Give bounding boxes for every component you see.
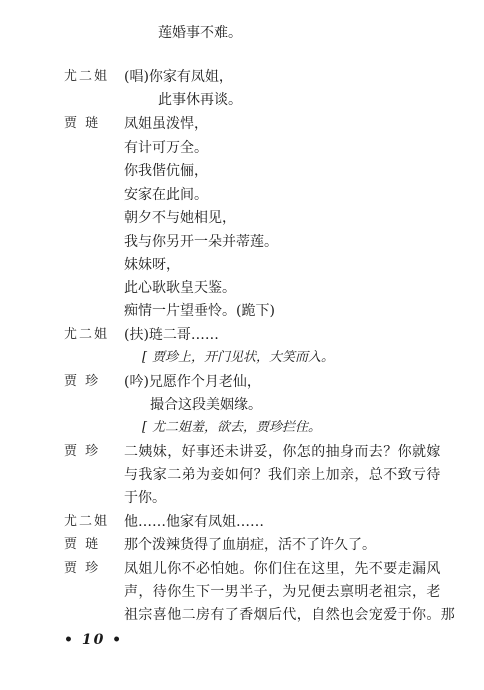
stage-direction: 贾珍上，开门见状，大笑而入。 [152,350,335,365]
script-line: 此心耿耿皇天鉴。 [124,280,236,296]
script-line: 此事休再谈。 [158,92,242,108]
script-line: 莲婚事不难。 [158,25,242,41]
script-line: 二姨妹，好事还未讲妥，你怎的抽身而去？你就嫁 [124,444,441,460]
script-line: 你我偕伉俪， [124,163,208,179]
speaker-label: 贾 珍 [64,444,101,459]
bracket-mark: [ [142,350,148,365]
script-line: (扶)琏二哥…… [124,327,219,343]
script-line: 凤姐儿你不必怕她。你们住在这里，先不要走漏风 [124,561,441,577]
script-line: 凤姐虽泼悍， [124,116,208,132]
script-line: 撮合这段美姻缘。 [150,397,262,413]
script-line: (吟)兄愿作个月老仙， [124,374,261,390]
speaker-label: 贾 琏 [64,116,101,131]
script-line: 安家在此间。 [124,187,208,203]
speaker-label: 尤二姐 [64,69,110,84]
page-number: • 10 • [64,632,124,648]
script-line: 与我家二弟为妾如何？我们亲上加亲，总不致亏待 [124,467,441,483]
script-line: 他……他家有凤姐…… [124,514,264,530]
script-line: (唱)你家有凤姐， [124,69,233,85]
speaker-label: 尤二姐 [64,514,110,529]
script-line: 于你。 [124,490,166,506]
script-line: 那个泼辣货得了血崩症，活不了许久了。 [124,537,376,553]
script-line: 痴情一片望垂怜。(跪下) [124,303,275,319]
speaker-label: 尤二姐 [64,327,110,342]
speaker-label: 贾 珍 [64,561,101,576]
script-line: 我与你另开一朵并蒂莲。 [124,234,278,250]
script-line: 妹妹呀， [124,257,180,273]
script-line: 有计可万全。 [124,140,208,156]
speaker-label: 贾 琏 [64,537,101,552]
bracket-mark: [ [142,420,148,435]
script-line: 祖宗喜他二房有了香烟后代，自然也会宠爱于你。那 [124,607,456,623]
stage-direction: 尤二姐羞，欲去，贾珍拦住。 [152,420,322,435]
speaker-label: 贾 珍 [64,374,101,389]
script-line: 朝夕不与她相见， [124,210,236,226]
script-line: 声，待你生下一男半子，为兄便去禀明老祖宗，老 [124,584,441,600]
